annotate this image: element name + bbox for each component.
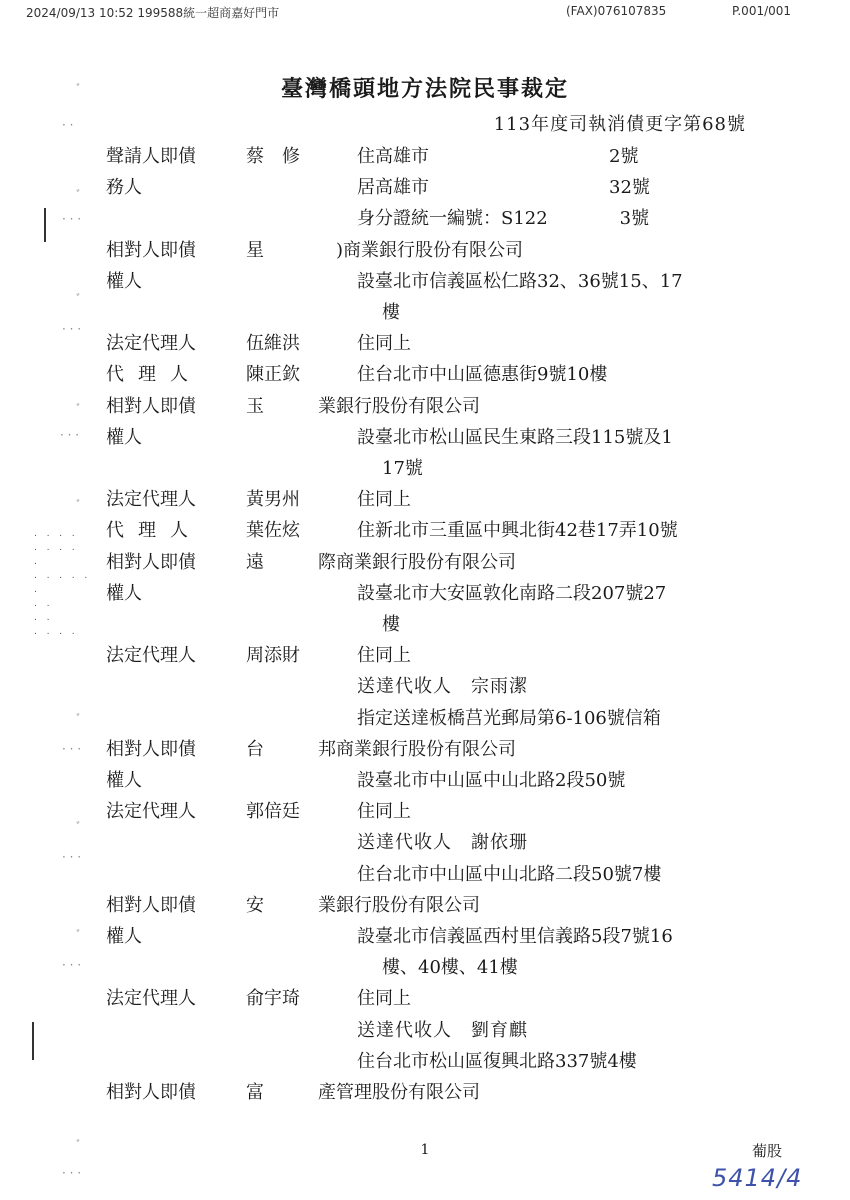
division-label: 葡股 [752, 1142, 783, 1160]
party-row [0, 236, 850, 266]
party-name: 周添財 [246, 645, 300, 667]
party-address: 住同上 [357, 801, 411, 823]
party-address: 樓、40樓、41樓 [382, 957, 518, 979]
party-role: 法定代理人 [106, 988, 196, 1010]
party-row [0, 860, 850, 890]
party-address: 住台北市中山區德惠街9號10樓 [357, 364, 608, 386]
party-row [0, 1078, 850, 1108]
margin-mark: ﾞ [76, 292, 83, 306]
party-row [0, 610, 850, 640]
margin-mark: ﾞ [76, 402, 83, 416]
party-row [0, 298, 850, 328]
fax-header-number: (FAX)076107835 [566, 4, 667, 18]
party-name: 富 產管理股份有限公司 [246, 1082, 480, 1103]
party-row [0, 485, 850, 515]
party-row [0, 797, 850, 827]
margin-mark: ﾞ [76, 1138, 83, 1152]
party-row [0, 516, 850, 546]
party-name: 星 )商業銀行股份有限公司 [246, 239, 524, 261]
party-address: 送達代收人 劉育麒 [357, 1019, 528, 1041]
party-address: 送達代收人 謝依珊 [357, 832, 528, 854]
margin-mark: · · · [62, 850, 82, 864]
party-name: 玉 業銀行股份有限公司 [246, 395, 480, 417]
party-address: 設臺北市大安區敦化南路二段207號27 [357, 582, 667, 604]
party-address: 住台北市中山區中山北路二段50號7樓 [357, 863, 662, 885]
party-row [0, 953, 850, 983]
party-row [0, 204, 850, 234]
party-role: 相對人即債 [106, 738, 196, 760]
margin-mark: · · · [62, 1166, 82, 1180]
party-role: 相對人即債 [106, 395, 196, 417]
document-title: 臺灣橋頭地方法院民事裁定 [280, 76, 569, 102]
party-row [0, 142, 850, 172]
margin-mark: ﾞ [76, 712, 83, 726]
handwritten-note: 5414/4 [712, 1164, 803, 1192]
party-name: 伍維洪 [246, 333, 300, 355]
party-role: 權人 [106, 270, 142, 292]
margin-mark: · · · [62, 958, 82, 972]
hole-punch-dots: ᐧ ᐧ ᐧ ᐧ ᐧ ᐧ ᐧ ᐧ ᐧ ᐧ ᐧ ᐧ ᐧ ᐧ ᐧ ᐧ ᐧ ᐧ ᐧ ᐧ ᐧ ᐧ ᐧ [34, 531, 89, 640]
party-address: 住同上 [357, 988, 411, 1010]
margin-mark: · · · [60, 428, 80, 442]
party-name: 蔡 修 [246, 146, 300, 167]
party-address: 設臺北市松山區民生東路三段115號及1 [357, 426, 673, 448]
case-number: 113年度司執消債更字第68號 [493, 114, 746, 135]
party-row [0, 672, 850, 702]
party-name: 郭倍廷 [246, 801, 300, 823]
party-row [0, 360, 850, 390]
party-address: 身分證統一編號：S122 3號 [357, 208, 650, 230]
party-name: 黃男州 [246, 489, 300, 511]
scan-edge-mark [32, 1022, 34, 1060]
party-role: 相對人即債 [106, 239, 196, 261]
party-row [0, 704, 850, 734]
party-name: 葉佐炫 [246, 520, 300, 542]
margin-mark: ﾞ [76, 498, 83, 512]
party-address: 住新北市三重區中興北街42巷17弄10號 [357, 520, 678, 542]
party-row [0, 1016, 850, 1046]
party-row [0, 828, 850, 858]
party-name: 台 邦商業銀行股份有限公司 [246, 738, 516, 760]
party-name: 安 業銀行股份有限公司 [246, 894, 480, 916]
party-row [0, 329, 850, 359]
party-name: 遠 際商業銀行股份有限公司 [246, 551, 516, 573]
party-name: 陳正欽 [246, 364, 300, 386]
party-address: 樓 [382, 302, 400, 323]
page-number: 1 [420, 1142, 430, 1158]
party-row [0, 267, 850, 297]
party-address: 送達代收人 宗雨潔 [357, 676, 528, 698]
party-row [0, 641, 850, 671]
party-name: 俞宇琦 [246, 988, 300, 1010]
margin-mark: · · [62, 118, 74, 132]
party-row [0, 579, 850, 609]
party-row [0, 735, 850, 765]
party-role: 法定代理人 [106, 801, 196, 823]
party-address: 指定送達板橋莒光郵局第6-106號信箱 [357, 707, 661, 729]
party-address: 設臺北市信義區松仁路32、36號15、17 [357, 270, 683, 292]
party-address: 居高雄市 32號 [357, 177, 650, 199]
party-row [0, 454, 850, 484]
party-role: 權人 [106, 426, 142, 448]
party-role: 法定代理人 [106, 489, 196, 511]
fax-header-page: P.001/001 [732, 4, 792, 18]
party-address: 樓 [382, 614, 400, 635]
party-role: 法定代理人 [106, 333, 196, 355]
party-role: 權人 [106, 770, 142, 791]
party-row [0, 766, 850, 796]
party-role: 務人 [106, 177, 142, 199]
party-row [0, 392, 850, 422]
party-role: 相對人即債 [106, 894, 196, 916]
margin-mark: · · · [62, 742, 82, 756]
party-role: 相對人即債 [106, 1082, 196, 1103]
margin-mark: ﾞ [76, 820, 83, 834]
party-row [0, 922, 850, 952]
party-role: 法定代理人 [106, 645, 196, 667]
party-role: 權人 [106, 926, 142, 947]
party-row [0, 1047, 850, 1077]
party-address: 設臺北市信義區西村里信義路5段7號16 [357, 926, 673, 947]
scan-edge-mark [44, 208, 46, 242]
party-row [0, 891, 850, 921]
party-address: 17號 [382, 458, 423, 479]
party-address: 住高雄市 2號 [357, 146, 639, 167]
party-address: 住台北市松山區復興北路337號4樓 [357, 1050, 637, 1072]
party-address: 設臺北市中山區中山北路2段50號 [357, 770, 626, 791]
margin-mark: ﾞ [76, 928, 83, 942]
margin-mark: · · · [62, 322, 82, 336]
fax-header-left: 2024/09/13 10:52 199588統一超商嘉好門市 [26, 6, 280, 20]
party-row [0, 423, 850, 453]
party-row [0, 173, 850, 203]
party-role: 權人 [106, 582, 142, 604]
party-address: 住同上 [357, 645, 411, 667]
party-address: 住同上 [357, 489, 411, 511]
party-role: 代理人 [106, 520, 202, 542]
party-role: 相對人即債 [106, 551, 196, 573]
margin-mark: ﾞ [76, 82, 83, 96]
party-row [0, 548, 850, 578]
margin-mark: ﾞ [76, 188, 83, 202]
party-role: 聲請人即債 [106, 146, 196, 167]
party-address: 住同上 [357, 333, 411, 355]
party-row [0, 984, 850, 1014]
margin-mark: · · · [62, 212, 82, 226]
party-role: 代理人 [106, 364, 202, 386]
